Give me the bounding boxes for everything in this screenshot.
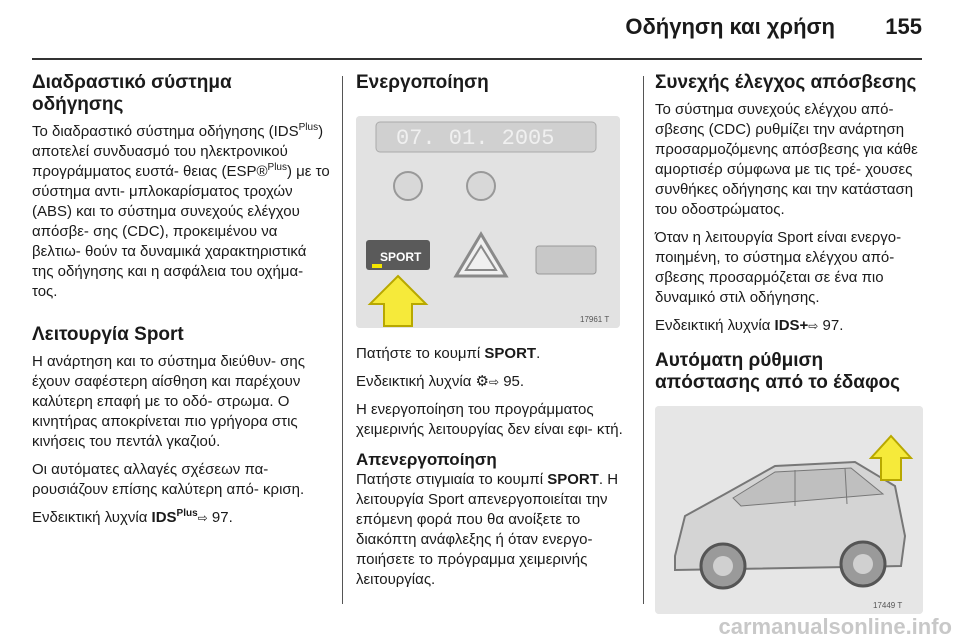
paragraph [356, 344, 632, 364]
arrow-right-icon: ⇨ [808, 319, 819, 333]
column-2 [356, 72, 632, 598]
sport-button-label: SPORT [380, 250, 422, 264]
paragraph: Το σύστημα συνεχούς ελέγχου από- σβεσης (CDC) ρυθμίζει την ανάρτηση προσαρμοζόμενης απόσβεσης για κάθε αμορτισέρ σύμφωνα με τις τρέ- χουσες συνθήκες οδήγησης και την κατάσταση του οδοστρώματος. [655, 101, 918, 218]
superscript: Plus [298, 122, 319, 133]
sport-button-figure [356, 116, 620, 328]
text: Ενδεικτική λυχνία [356, 373, 476, 390]
section-title: Οδήγηση και χρήση [625, 14, 835, 39]
column-1 [32, 72, 330, 536]
heading-sport-mode: Λειτουργία Sport [32, 324, 184, 345]
page-reference: 97. [207, 509, 233, 526]
figure-number: 17449 T [873, 601, 903, 610]
text: Πατήστε το κουμπί [356, 345, 485, 362]
text: SPORT [484, 345, 537, 362]
text: IDS [151, 509, 177, 526]
text: IDS+ [774, 317, 809, 334]
superscript: Plus [176, 508, 198, 519]
heading-deactivation: Απενεργοποίηση [356, 450, 497, 469]
display-readout: 07. 01. 2005 [396, 126, 555, 151]
dashboard-illustration [356, 116, 620, 328]
heading-ids [32, 72, 330, 116]
column-3 [655, 72, 925, 614]
text: ) με το σύστημα αντι- μπλοκαρίσματος τροχών (ABS) και το σύστημα συνεχούς ελέγχου απόσβε- σης (CDC), προκειμένου να βελτιω- θούν τα δυναμικά χαρακτηριστικά της οδήγησης και η ασφάλεια του οχήμα- τος. [32, 163, 330, 300]
paragraph: Η ανάρτηση και το σύστημα διεύθυν- σης έχουν σαφέστερη αίσθηση και παρέχουν καλύτερη επαφή με το οδό- στρωμα. Ο κινητήρας αποκρίνεται πιο γρήγορα στις κινήσεις του πεντάλ γκαζιού. [32, 353, 305, 450]
watermark: carmanualsonline.info [718, 614, 952, 639]
text: SPORT [547, 471, 599, 488]
paragraph: Όταν η λειτουργία Sport είναι ενεργο- ποιημένη, το σύστημα ελέγχου από- σβεσης προσαρμόζεται σε ένα πιο δυναμικό στιλ οδήγησης. [655, 229, 902, 306]
figure-number: 17961 T [580, 315, 610, 324]
paragraph: Οι αυτόματες αλλαγές σχέσεων πα- ρουσιάζουν επίσης καλύτερη από- κριση. [32, 461, 305, 498]
arrow-right-icon: ⇨ [488, 375, 500, 389]
column-divider [643, 76, 644, 604]
page-reference: 95. [499, 373, 525, 390]
paragraph [356, 470, 632, 590]
text: Ενδεικτική λυχνία [32, 509, 152, 526]
paragraph: Η ενεργοποίηση του προγράμματος χειμερινής λειτουργίας δεν είναι εφι- κτή. [356, 401, 623, 438]
superscript: Plus [267, 162, 287, 173]
sport-lamp-icon: ⚙ [475, 373, 489, 390]
text: Το διαδραστικό σύστημα οδήγησης (IDS [32, 123, 299, 140]
paragraph [32, 508, 330, 528]
arrow-right-icon: ⇨ [197, 511, 208, 525]
text: Πατήστε στιγμιαία το κουμπί [356, 471, 548, 488]
heading-cdc: Συνεχής έλεγχος απόσβεσης [655, 72, 917, 93]
text: . Η λειτουργία Sport απενεργοποιείται την επόμενη φορά που θα ανοίξετε το διακόπτη ανάφλεξης ή όταν ενεργο- ποιήσετε το πρόγραμμα χειμερινής λειτουργίας. [356, 471, 619, 588]
car-figure [655, 406, 923, 614]
column-divider [342, 76, 343, 604]
page-header [0, 0, 960, 60]
car-illustration [655, 406, 923, 614]
text: ) αποτελεί συνδυασμό του ηλεκτρονικού προγράμματος ευστά- θειας (ESP® [32, 123, 324, 180]
text: . [536, 345, 541, 362]
paragraph [655, 316, 925, 336]
heading-activation: Ενεργοποίηση [356, 72, 489, 93]
heading-line: οδήγησης [32, 94, 124, 115]
paragraph [356, 372, 632, 392]
page-reference: 97. [818, 317, 844, 334]
heading-line: Διαδραστικό σύστημα [32, 72, 232, 93]
paragraph [32, 122, 330, 302]
header-divider [32, 58, 922, 60]
page-number: 155 [885, 14, 922, 39]
text: Ενδεικτική λυχνία [655, 317, 775, 334]
heading-level-control: Αυτόματη ρύθμιση απόστασης από το έδαφος [655, 350, 901, 393]
